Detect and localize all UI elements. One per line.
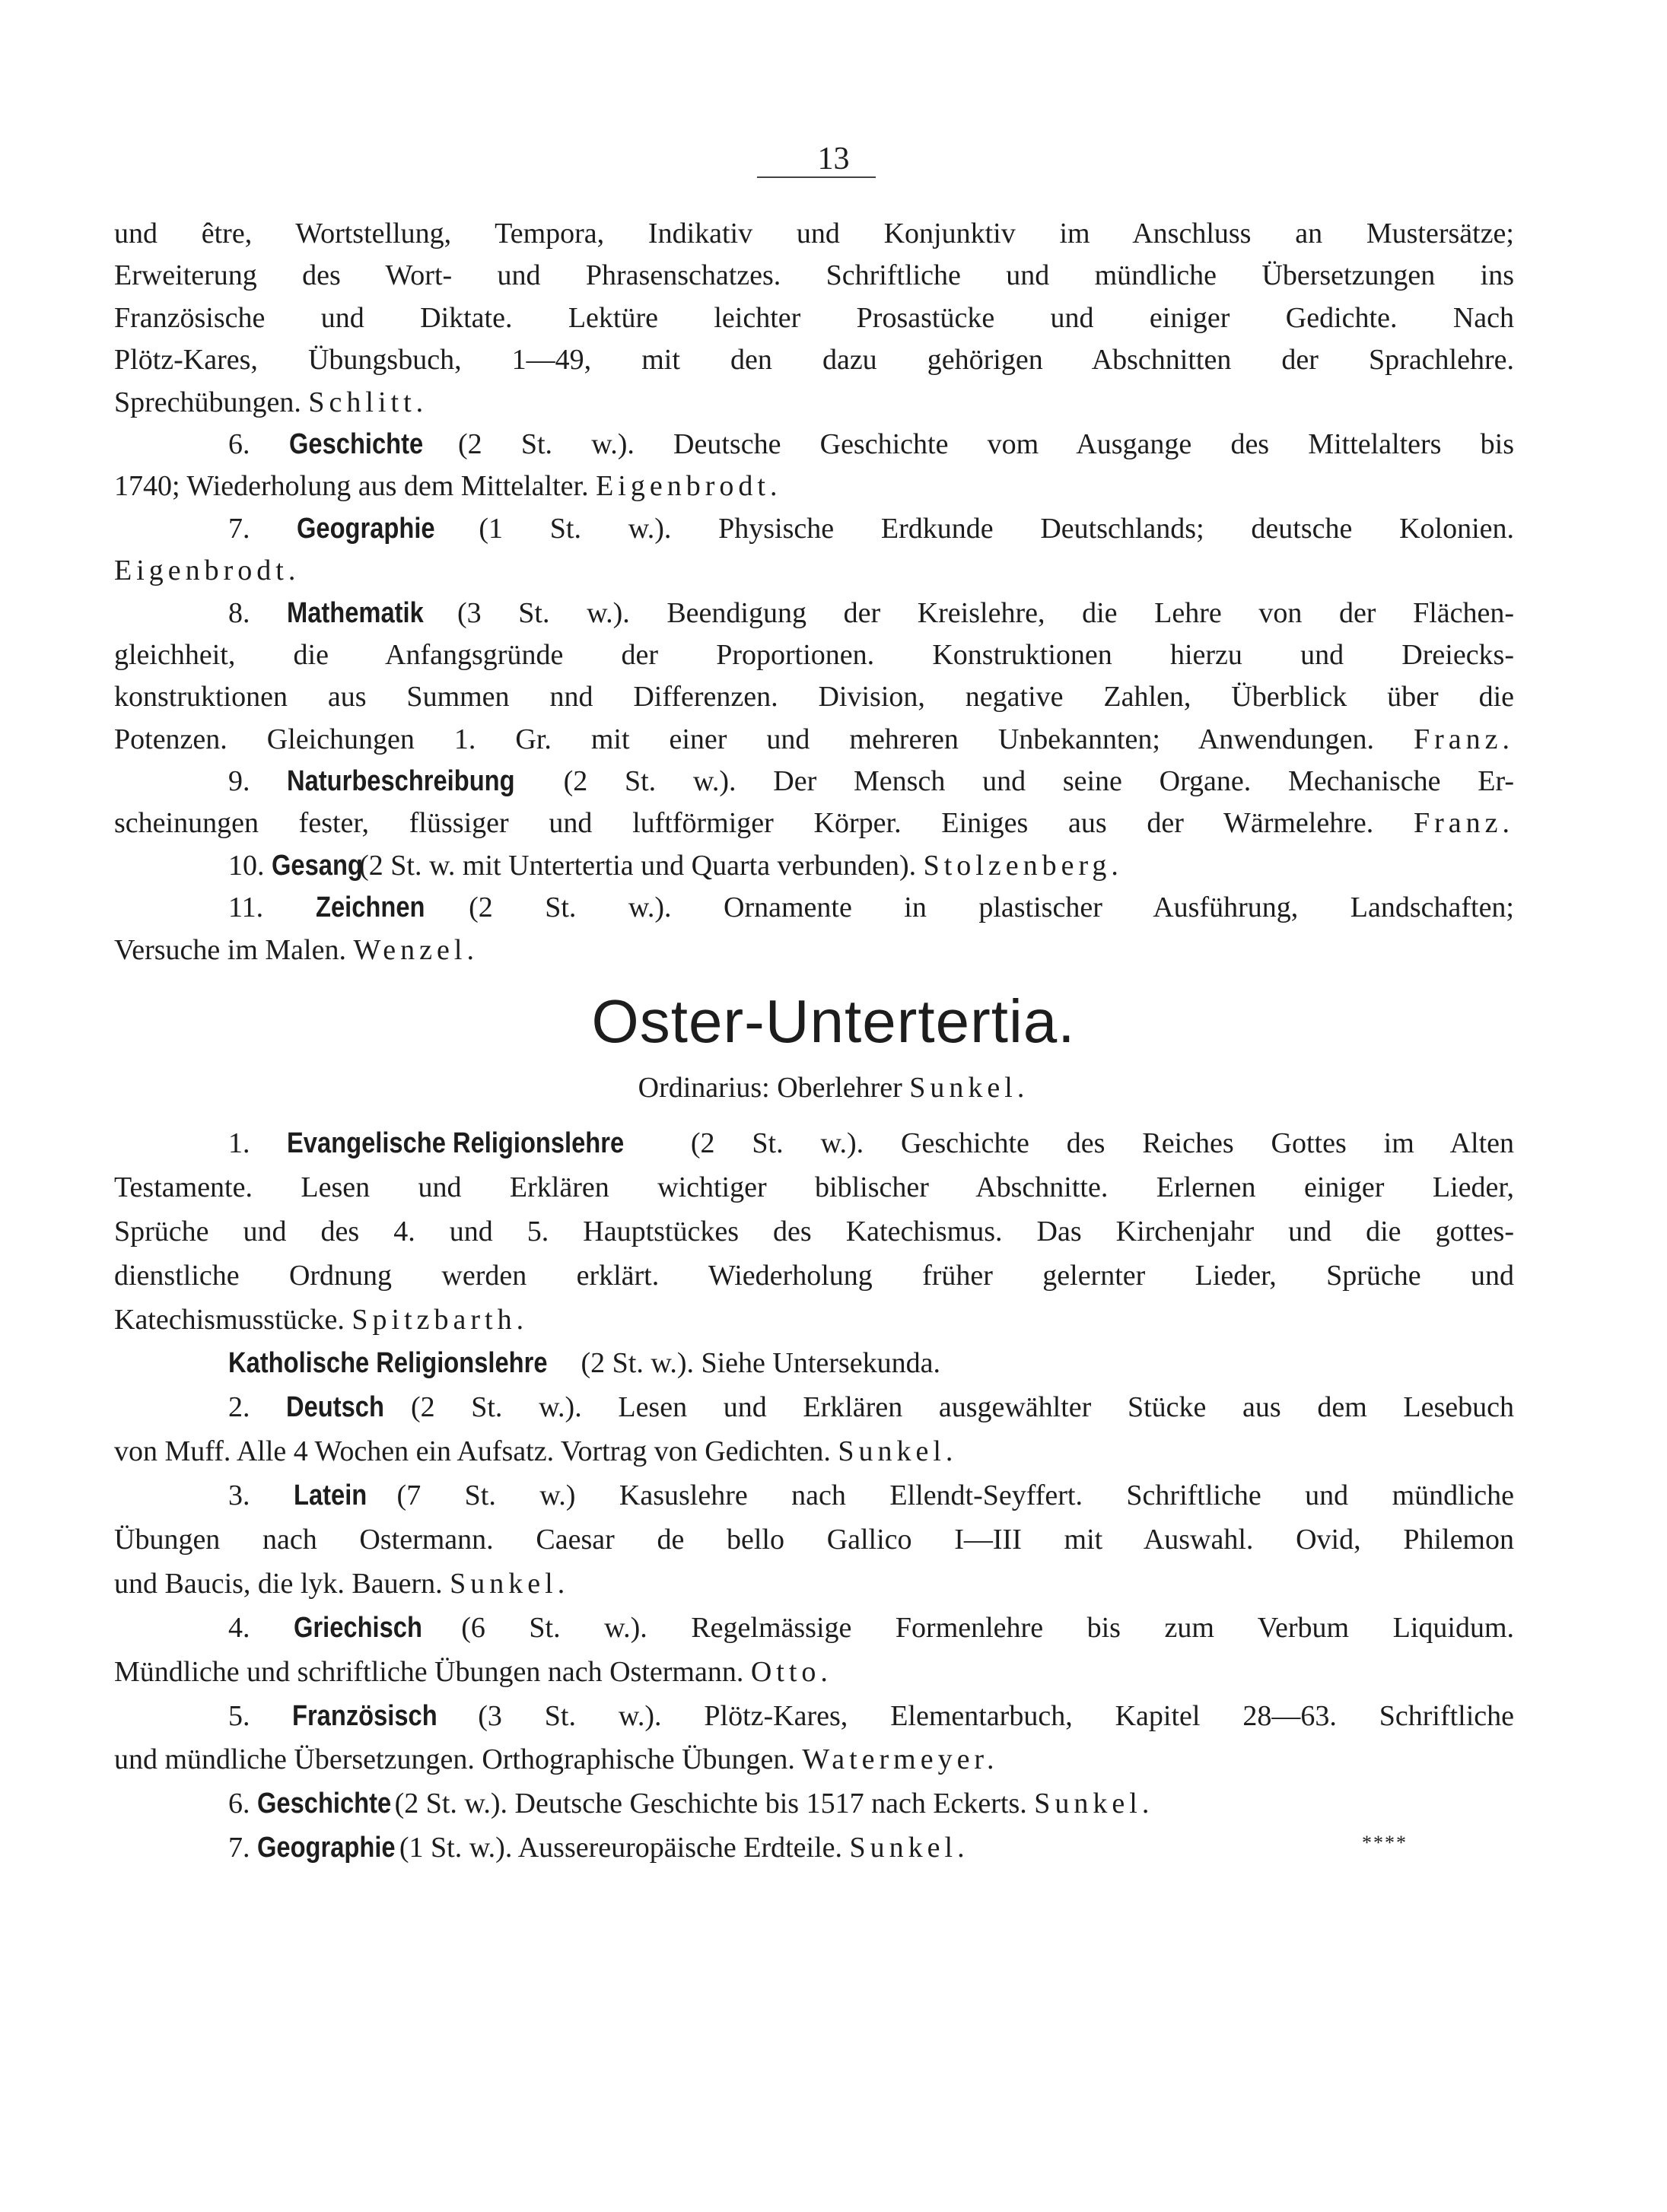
teacher-name: Watermeyer. bbox=[802, 1743, 999, 1776]
teacher-name: Eigenbrodt. bbox=[596, 470, 782, 503]
text-line bbox=[114, 1738, 1514, 1782]
subject-paragraph bbox=[114, 1386, 1514, 1430]
text-line bbox=[114, 1430, 1514, 1474]
subject-title: Mathematik bbox=[287, 596, 424, 629]
end-mark: **** bbox=[1362, 1832, 1408, 1854]
text-line: Übungen nach Ostermann. Caesar de bello Gallico I—III mit Auswahl. Ovid, Philemon bbox=[114, 1524, 1514, 1556]
ordinarius-name: Sunkel. bbox=[909, 1072, 1029, 1104]
subject-title: Katholische Religionslehre bbox=[228, 1347, 548, 1380]
class-heading: Oster-Untertertia. bbox=[591, 987, 1076, 1055]
text-fragment: Sprechübungen. bbox=[114, 386, 301, 418]
text-line: Plötz-Kares, Übungsbuch, 1—49, mit den dazu gehörigen Abschnitten der Sprachlehre. bbox=[114, 344, 1514, 377]
text-line: Sprüche und des 4. und 5. Hauptstückes des Katechismus. Das Kirchenjahr und die gottes- bbox=[114, 1215, 1514, 1247]
subject-title: Französisch bbox=[292, 1699, 438, 1732]
subject-description: (1 St. w.). Physische Erdkunde Deutschlands; deutsche Kolonien. bbox=[479, 512, 1515, 545]
subject-paragraph bbox=[114, 1695, 1514, 1739]
text-line: Testamente. Lesen und Erklären wichtiger biblischer Abschnitte. Erlernen einiger Lieder, bbox=[114, 1171, 1514, 1203]
subject-description: (2 St. w.). Der Mensch und seine Organe. Mechanische Er- bbox=[563, 765, 1514, 798]
item-number: 9. bbox=[228, 765, 250, 798]
subject-paragraph bbox=[114, 1122, 1514, 1166]
subject-paragraph bbox=[114, 508, 1514, 550]
ordinarius-line bbox=[0, 1069, 1667, 1107]
text-line bbox=[114, 382, 1514, 424]
teacher-name: Franz. bbox=[1413, 807, 1514, 840]
text-fragment: Potenzen. Gleichungen 1. Gr. mit einer und mehreren Unbekannten; Anwendungen. bbox=[114, 723, 1374, 755]
ordinarius-label: Ordinarius: Oberlehrer bbox=[638, 1072, 902, 1104]
text-line bbox=[114, 1651, 1514, 1695]
text-fragment: und mündliche Übersetzungen. Orthographische Übungen. bbox=[114, 1743, 795, 1776]
text-fragment: scheinungen fester, flüssiger und luftförmiger Körper. Einiges aus der Wärmelehre. bbox=[114, 807, 1374, 840]
item-number: 6. bbox=[228, 427, 250, 460]
item-number: 10. bbox=[228, 849, 265, 882]
teacher-name: Wenzel. bbox=[353, 933, 479, 966]
subject-paragraph bbox=[114, 424, 1514, 466]
page-number: 13 bbox=[817, 141, 850, 176]
subject-description: (2 St. w.). Lesen und Erklären ausgewählter Stücke aus dem Lesebuch bbox=[410, 1391, 1515, 1424]
item-number: 1. bbox=[228, 1127, 250, 1159]
subject-title: Geschichte bbox=[257, 1788, 392, 1820]
text-fragment: Versuche im Malen. bbox=[114, 933, 346, 966]
subject-description: (6 St. w.). Regelmässige Formenlehre bis zum Verbum Liquidum. bbox=[461, 1611, 1515, 1644]
subject-title: Evangelische Religionslehre bbox=[287, 1127, 625, 1159]
subject-description: (2 St. w.). Deutsche Geschichte vom Ausgange des Mittelalters bis bbox=[457, 427, 1515, 460]
subject-description: (3 St. w.). Beendigung der Kreislehre, die Lehre von der Flächen- bbox=[457, 596, 1515, 629]
subject-paragraph bbox=[114, 887, 1514, 929]
subject-title: Gesang bbox=[272, 849, 363, 882]
text-line: konstruktionen aus Summen nnd Differenzen. Division, negative Zahlen, Überblick über die bbox=[114, 681, 1514, 713]
teacher-name: Sunkel. bbox=[450, 1567, 570, 1600]
subject-paragraph bbox=[114, 845, 1514, 887]
page-number-rule bbox=[757, 176, 876, 178]
subject-description: (2 St. w.). Siehe Untersekunda. bbox=[581, 1347, 940, 1380]
subject-description: (2 St. w.). Geschichte des Reiches Gottes im Alten bbox=[690, 1127, 1515, 1159]
text-fragment: Katechismusstücke. bbox=[114, 1303, 345, 1336]
teacher-name: Spitzbarth. bbox=[352, 1303, 529, 1336]
subject-paragraph bbox=[114, 1474, 1514, 1518]
teacher-name: Franz. bbox=[1413, 723, 1514, 755]
teacher-name: Schlitt. bbox=[308, 386, 428, 418]
text-fragment: 1740; Wiederholung aus dem Mittelalter. bbox=[114, 470, 589, 503]
item-number: 5. bbox=[228, 1699, 250, 1732]
teacher-name: Otto. bbox=[750, 1655, 832, 1688]
text-line: dienstliche Ordnung werden erklärt. Wiederholung früher gelernter Lieder, Sprüche und bbox=[114, 1259, 1514, 1292]
teacher-name: Eigenbrodt. bbox=[114, 555, 301, 587]
subject-paragraph bbox=[114, 761, 1514, 802]
item-number: 11. bbox=[228, 891, 264, 924]
subject-description: (1 St. w.). Aussereuropäische Erdteile. bbox=[399, 1832, 843, 1864]
text-line: gleichheit, die Anfangsgründe der Proportionen. Konstruktionen hierzu und Dreiecks- bbox=[114, 638, 1514, 671]
text-line bbox=[114, 930, 1514, 971]
text-line bbox=[114, 1562, 1514, 1607]
subject-title: Deutsch bbox=[286, 1391, 385, 1424]
subject-title: Zeichnen bbox=[315, 891, 425, 924]
subject-title: Naturbeschreibung bbox=[287, 765, 515, 798]
subject-title: Griechisch bbox=[294, 1611, 422, 1644]
subject-title: Latein bbox=[293, 1479, 367, 1512]
item-number: 6. bbox=[228, 1788, 250, 1820]
item-number: 7. bbox=[228, 512, 250, 545]
text-line bbox=[114, 466, 1514, 507]
subject-paragraph bbox=[114, 1607, 1514, 1651]
item-number: 8. bbox=[228, 596, 250, 629]
subject-title: Geschichte bbox=[288, 427, 423, 460]
text-line: Erweiterung des Wort- und Phrasenschatzes. Schriftliche und mündliche Übersetzungen ins bbox=[114, 259, 1514, 292]
subject-title: Geographie bbox=[257, 1832, 396, 1864]
text-line bbox=[114, 802, 1514, 844]
subject-title: Geographie bbox=[297, 512, 435, 545]
item-number: 7. bbox=[228, 1832, 250, 1864]
subject-description: (7 St. w.) Kasuslehre nach Ellendt-Seyffert. Schriftliche und mündliche bbox=[396, 1479, 1515, 1512]
teacher-name: Sunkel. bbox=[838, 1435, 958, 1468]
subject-description: (2 St. w. mit Untertertia und Quarta verbunden). bbox=[359, 849, 917, 882]
subject-description: (2 St. w.). Ornamente in plastischer Ausführung, Landschaften; bbox=[469, 891, 1514, 924]
subject-paragraph bbox=[114, 1826, 1514, 1870]
text-line: Französische und Diktate. Lektüre leichter Prosastücke und einiger Gedichte. Nach bbox=[114, 301, 1514, 334]
item-number: 3. bbox=[228, 1479, 250, 1512]
subject-paragraph bbox=[114, 1782, 1514, 1826]
text-line bbox=[114, 719, 1514, 761]
item-number: 2. bbox=[228, 1391, 250, 1424]
text-line bbox=[114, 550, 1514, 592]
subject-paragraph bbox=[114, 593, 1514, 634]
text-fragment: von Muff. Alle 4 Wochen ein Aufsatz. Vortrag von Gedichten. bbox=[114, 1435, 831, 1468]
teacher-name: Sunkel. bbox=[1034, 1788, 1154, 1820]
subject-description: (2 St. w.). Deutsche Geschichte bis 1517 nach Eckerts. bbox=[394, 1788, 1027, 1820]
item-number: 4. bbox=[228, 1611, 250, 1644]
teacher-name: Stolzenberg. bbox=[923, 849, 1123, 882]
section-continuation bbox=[114, 213, 1514, 971]
subject-paragraph bbox=[114, 1342, 1514, 1386]
text-fragment: und Baucis, die lyk. Bauern. bbox=[114, 1567, 443, 1600]
teacher-name: Sunkel. bbox=[849, 1832, 969, 1864]
section-oster-untertertia bbox=[114, 1122, 1514, 1870]
subject-description: (3 St. w.). Plötz-Kares, Elementarbuch, Kapitel 28—63. Schriftliche bbox=[478, 1699, 1515, 1732]
text-line: und être, Wortstellung, Tempora, Indikativ und Konjunktiv im Anschluss an Mustersätze; bbox=[114, 218, 1514, 249]
text-line bbox=[114, 1298, 1514, 1343]
text-fragment: Mündliche und schriftliche Übungen nach Ostermann. bbox=[114, 1655, 744, 1688]
